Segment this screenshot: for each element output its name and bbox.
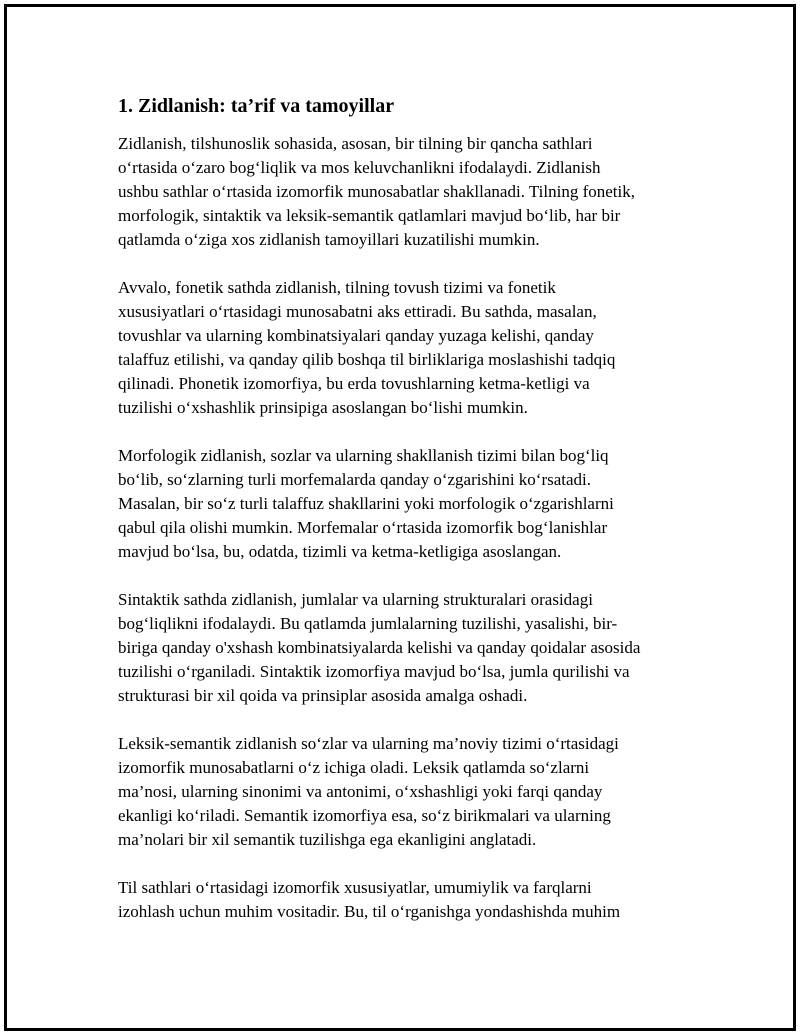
document-body xyxy=(118,94,678,948)
section-heading: 1. Zidlanish: ta’rif va tamoyillar xyxy=(118,95,395,117)
paragraph-definition: Zidlanish, tilshunoslik sohasida, asosan, bir tilning bir qancha sathlari o‘rtasida o‘zaro bog‘liqlik va mos keluvchanlikni ifodalaydi. Zidlanish ushbu sathlar o‘rtasida izomorfik munosabatlar shakllanadi. Tilning fonetik, morfologik, sintaktik va leksik-semantik qatlamlari mavjud bo‘lib, har bir qatlamda o‘ziga xos zidlanish tamoyillari kuzatilishi mumkin. xyxy=(118,134,635,249)
paragraph-syntactic: Sintaktik sathda zidlanish, jumlalar va ularning strukturalari orasidagi bog‘liqlikni ifodalaydi. Bu qatlamda jumlalarning tuzilishi, yasalishi, bir- biriga qanday o'xshash kombinatsiyalarda kelishi va qanday qoidalar asosida tuzilishi o‘rganiladi. Sintaktik izomorfiya mavjud bo‘lsa, jumla qurilishi va strukturasi bir xil qoida va prinsiplar asosida amalga oshadi. xyxy=(118,590,641,705)
paragraph-conclusion: Til sathlari o‘rtasidagi izomorfik xususiyatlar, umumiylik va farqlarni izohlash uchun muhim vositadir. Bu, til o‘rganishga yondashishda muhim xyxy=(118,878,621,921)
paragraph-lexical-semantic: Leksik-semantik zidlanish so‘zlar va ularning ma’noviy tizimi o‘rtasidagi izomorfik munosabatlarni o‘z ichiga oladi. Leksik qatlamda so‘zlarni ma’nosi, ularning sinonimi va antonimi, o‘xshashligi yoki farqi qanday ekanligi ko‘riladi. Semantik izomorfiya esa, so‘z birikmalari va ularning ma’nolari bir xil semantik tuzilishga ega ekanligini anglatadi. xyxy=(118,734,619,849)
paragraph-morphological: Morfologik zidlanish, sozlar va ularning shakllanish tizimi bilan bog‘liq bo‘lib, so‘zlarning turli morfemalarda qanday o‘zgarishini ko‘rsatadi. Masalan, bir so‘z turli talaffuz shakllarini yoki morfologik o‘zgarishlarni qabul qila olishi mumkin. Morfemalar o‘rtasida izomorfik bog‘lanishlar mavjud bo‘lsa, bu, odatda, tizimli va ketma-ketligiga asoslangan. xyxy=(118,446,614,561)
paragraph-phonetic: Avvalo, fonetik sathda zidlanish, tilning tovush tizimi va fonetik xususiyatlari o‘rtasidagi munosabatni aks ettiradi. Bu sathda, masalan, tovushlar va ularning kombinatsiyalari qanday yuzaga kelishi, qanday talaffuz etilishi, va qanday qilib boshqa til birliklariga moslashishi tadqiq qilinadi. Phonetik izomorfiya, bu erda tovushlarning ketma-ketligi va tuzilishi o‘xshashlik prinsipiga asoslangan bo‘lishi mumkin. xyxy=(118,278,616,417)
